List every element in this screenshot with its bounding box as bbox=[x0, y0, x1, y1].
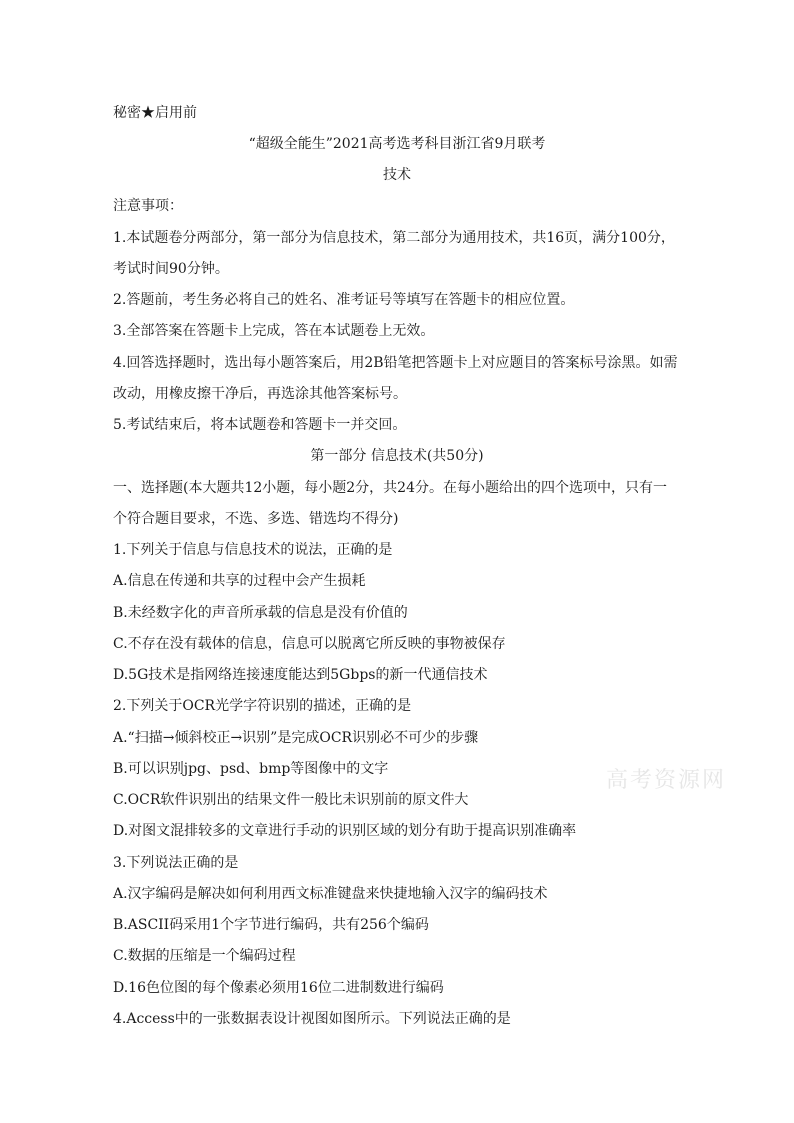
q2-option-c: C.OCR软件识别出的结果文件一般比未识别前的原文件大 bbox=[113, 792, 469, 808]
exam-title: “超级全能生”2021高考选考科目浙江省9月联考 bbox=[248, 136, 546, 152]
note-item-4-line-2: 改动，用橡皮擦干净后，再选涂其他答案标号。 bbox=[113, 386, 407, 402]
q3-option-a: A.汉字编码是解决如何利用西文标准键盘来快捷地输入汉字的编码技术 bbox=[113, 886, 548, 902]
q3-option-c: C.数据的压缩是一个编码过程 bbox=[113, 948, 296, 964]
q4-stem: 4.Access中的一张数据表设计视图如图所示。下列说法正确的是 bbox=[113, 1011, 511, 1027]
subject-title: 技术 bbox=[383, 167, 411, 183]
q2-option-a: A.“扫描→倾斜校正→识别”是完成OCR识别必不可少的步骤 bbox=[113, 730, 479, 746]
part1-title: 第一部分 信息技术(共50分) bbox=[310, 448, 484, 464]
note-item-3: 3.全部答案在答题卡上完成，答在本试题卷上无效。 bbox=[113, 323, 435, 339]
q2-option-b: B.可以识别jpg、psd、bmp等图像中的文字 bbox=[113, 761, 389, 777]
note-item-1-line-1: 1.本试题卷分两部分，第一部分为信息技术，第二部分为通用技术，共16页，满分100分， bbox=[113, 230, 675, 246]
watermark: 高考资源网 bbox=[606, 768, 727, 793]
q2-stem: 2.下列关于OCR光学字符识别的描述，正确的是 bbox=[113, 698, 412, 714]
q1-option-b: B.未经数字化的声音所承载的信息是没有价值的 bbox=[113, 605, 408, 621]
q3-option-d: D.16色位图的每个像素必须用16位二进制数进行编码 bbox=[113, 980, 444, 996]
q2-option-d: D.对图文混排较多的文章进行手动的识别区域的划分有助于提高识别准确率 bbox=[113, 823, 577, 839]
note-item-5: 5.考试结束后，将本试题卷和答题卡一并交回。 bbox=[113, 417, 407, 433]
q1-option-d: D.5G技术是指网络连接速度能达到5Gbps的新一代通信技术 bbox=[113, 667, 488, 683]
secret-label: 秘密★启用前 bbox=[113, 105, 197, 121]
notes-heading: 注意事项： bbox=[113, 198, 183, 214]
q3-option-b: B.ASCII码采用1个字节进行编码，共有256个编码 bbox=[113, 917, 429, 933]
note-item-1-line-2: 考试时间90分钟。 bbox=[113, 261, 229, 277]
q1-stem: 1.下列关于信息与信息技术的说法，正确的是 bbox=[113, 542, 393, 558]
note-item-4-line-1: 4.回答选择题时，选出每小题答案后，用2B铅笔把答题卡上对应题目的答案标号涂黑。如需 bbox=[113, 355, 678, 371]
q3-stem: 3.下列说法正确的是 bbox=[113, 855, 239, 871]
q1-option-a: A.信息在传递和共享的过程中会产生损耗 bbox=[113, 573, 366, 589]
section-instructions-line-2: 个符合题目要求，不选、多选、错选均不得分) bbox=[113, 511, 399, 527]
section-instructions-line-1: 一、选择题(本大题共12小题，每小题2分，共24分。在每小题给出的四个选项中，只有一 bbox=[113, 480, 667, 496]
q1-option-c: C.不存在没有载体的信息，信息可以脱离它所反映的事物被保存 bbox=[113, 636, 506, 652]
note-item-2: 2.答题前，考生务必将自己的姓名、准考证号等填写在答题卡的相应位置。 bbox=[113, 292, 575, 308]
